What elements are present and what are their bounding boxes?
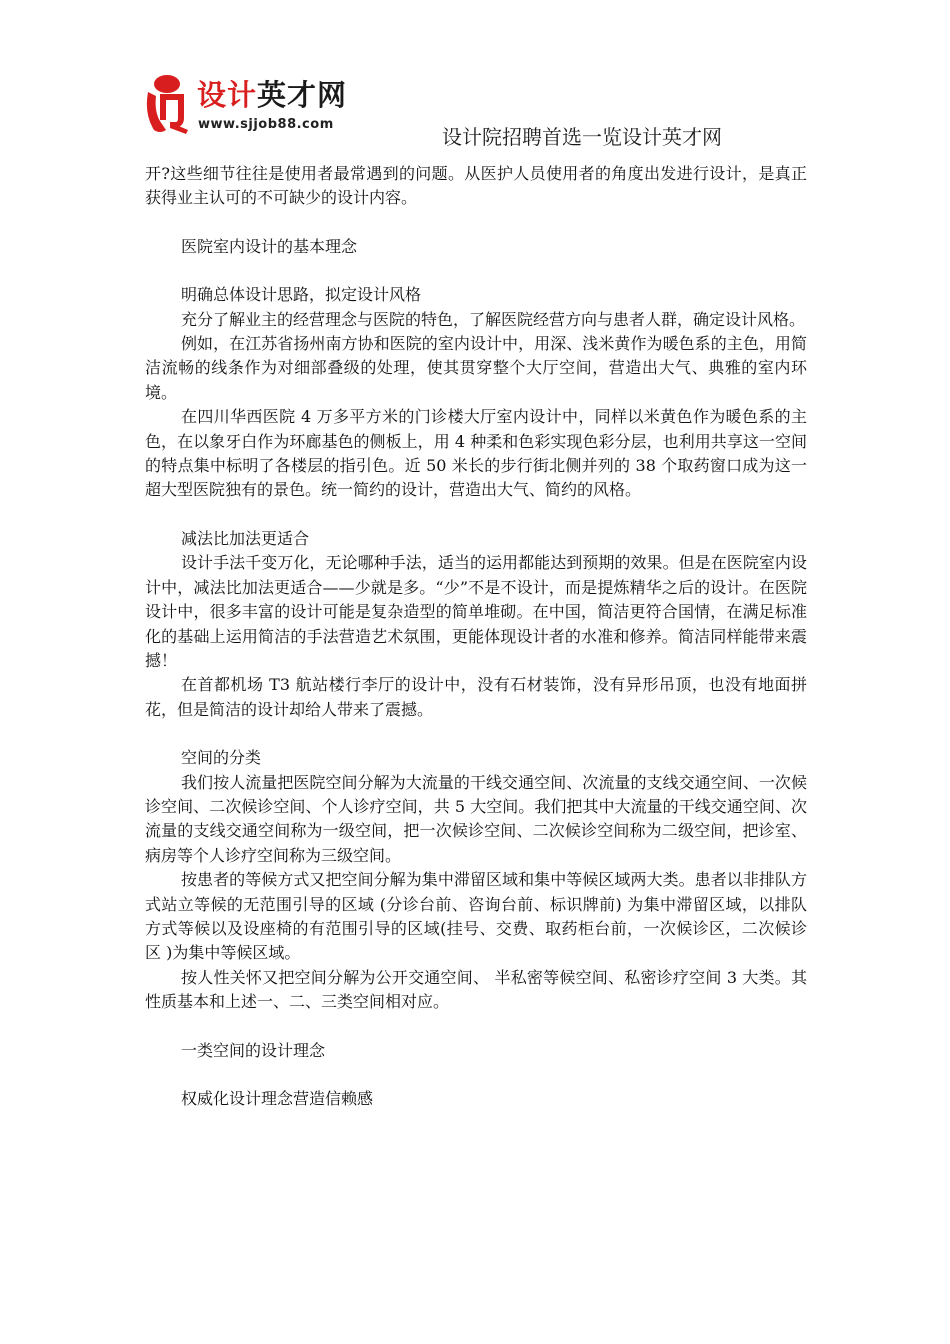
paragraph: 在首都机场 T3 航站楼行李厅的设计中，没有石材装饰，没有异形吊顶，也没有地面拼花，但是简洁的设计却给人带来了震撼。 xyxy=(145,675,807,719)
section-heading: 一类空间的设计理念 xyxy=(181,1040,326,1060)
header-tagline: 设计院招聘首选一览设计英才网 xyxy=(442,125,722,149)
paragraph: 按患者的等候方式又把空间分解为集中滞留区域和集中等候区域两大类。患者以非排队方式站立等候的无范围引导的区域 (分诊台前、咨询台前、标识牌前) 为集中滞留区域，以排队方式等候以及设座椅的有范围引导的区域(挂号、交费、取药柜台前，一次候诊区，二次候诊区 )为集中等候区域。 xyxy=(145,870,807,963)
logo-icon xyxy=(140,74,192,136)
section-heading: 医院室内设计的基本理念 xyxy=(181,236,358,256)
page-header xyxy=(0,0,950,160)
paragraph: 开?这些细节往往是使用者最常遇到的问题。从医护人员使用者的角度出发进行设计，是真正获得业主认可的不可缺少的设计内容。 xyxy=(145,164,807,208)
subsection-heading: 减法比加法更适合 xyxy=(181,528,310,548)
document-body xyxy=(145,162,807,1111)
subsection-heading: 明确总体设计思路，拟定设计风格 xyxy=(181,285,422,305)
logo-url: www.sjjob88.com xyxy=(198,117,334,132)
logo-name-red: 设计 xyxy=(197,78,258,112)
logo-name xyxy=(197,78,347,112)
paragraph: 在四川华西医院 4 万多平方米的门诊楼大厅室内设计中，同样以米黄色作为暖色系的主色，在以象牙白作为环廊基色的侧板上，用 4 种柔和色彩实现色彩分层，也利用共享这一空间的特点集中标明了各楼层的指引色。近 50 米长的步行街北侧并列的 38 个取药窗口成为这一超大型医院独有的景色。统一简约的设计，营造出大气、简约的风格。 xyxy=(145,407,807,500)
paragraph: 充分了解业主的经营理念与医院的特色，了解医院经营方向与患者人群，确定设计风格。 xyxy=(181,309,806,329)
paragraph: 设计手法千变万化，无论哪种手法，适当的运用都能达到预期的效果。但是在医院室内设计中，减法比加法更适合——少就是多。“少”不是不设计，而是提炼精华之后的设计。在医院设计中，很多丰富的设计可能是复杂造型的简单堆砌。在中国，简洁更符合国情，在满足标准化的基础上运用简洁的手法营造艺术氛围，更能体现设计者的水准和修养。简洁同样能带来震撼！ xyxy=(145,553,807,670)
paragraph: 例如，在江苏省扬州南方协和医院的室内设计中，用深、浅米黄作为暖色系的主色，用简洁流畅的线条作为对细部叠级的处理，使其贯穿整个大厅空间，营造出大气、典雅的室内环境。 xyxy=(145,334,807,402)
paragraph: 我们按人流量把医院空间分解为大流量的干线交通空间、次流量的支线交通空间、一次候诊空间、二次候诊空间、个人诊疗空间，共 5 大空间。我们把其中大流量的干线交通空间、次流量的支线交通空间称为一级空间，把一次候诊空间、二次候诊空间称为二级空间，把诊室、病房等个人诊疗空间称为三级空间。 xyxy=(145,772,807,865)
paragraph: 按人性关怀又把空间分解为公开交通空间、 半私密等候空间、私密诊疗空间 3 大类。其性质基本和上述一、二、三类空间相对应。 xyxy=(145,967,807,1012)
subsection-heading: 权威化设计理念营造信赖感 xyxy=(181,1089,374,1108)
subsection-heading: 空间的分类 xyxy=(181,748,262,768)
logo-name-black: 英才网 xyxy=(257,78,348,112)
